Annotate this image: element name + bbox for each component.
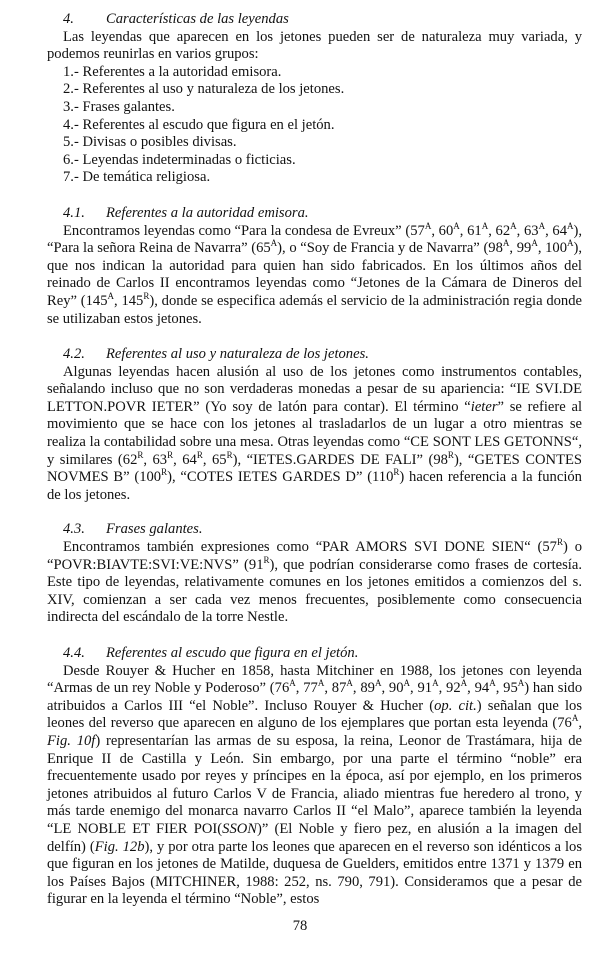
section-4-3-paragraph: Encontramos también expresiones como “PAR AMORS SVI DONE SIEN“ $(57^R)$ o “POVR:BIAVTE:SVI:VE:NVS” $(91^R)$, que podrían considerarse como frases de cortesía. Este tipo de leyendas, relativamente comunes en los jetones emitidos a comienzos del s. XIV, comienzan a ser cada vez menos frecuentes, posiblemente como consecuencia indirecta del escándalo de la torre Nestle. bbox=[47, 537, 582, 626]
list-item: 7.- De temática religiosa. bbox=[63, 169, 211, 186]
page-number: 78 bbox=[292, 918, 308, 934]
section-heading-4-4: 4.4. Referentes al escudo que figura en el jetón. bbox=[63, 645, 359, 661]
list-item: 4.- Referentes al escudo que figura en el jetón. bbox=[63, 116, 335, 133]
list-item: 1.- Referentes a la autoridad emisora. bbox=[63, 63, 282, 80]
list-item: 3.- Frases galantes. bbox=[63, 98, 175, 115]
document-page bbox=[47, 11, 582, 909]
section-heading-4-3: 4.3. Frases galantes. bbox=[63, 521, 203, 538]
section-4-2-paragraph: Algunas leyendas hacen alusión al uso de los jetones como instrumentos contables, señalando incluso que no son verdaderas monedas a pesar de su apariencia: “IE SVI.DE LETTON.POVR IETER” (Yo soy de latón para contar). El término “ieter” se refiere al movimiento que se hace con los jetones al trasladarlos de un lugar a otro mientras se realiza la contabilidad sobre una mesa. Otras leyendas como “CE SONT LES GETONNS“, y similares ($62^R$, $63^R$, $64^R$, $65^R$), “IETES.GARDES DE FALI” $(98^R)$, “GETES CONTES NOVMES B” $(100^R)$, “COTES IETES GARDES D” $(110^R)$ hacen referencia a la función de los jetones. bbox=[47, 363, 583, 503]
section-4-intro: Las leyendas que aparecen en los jetones pueden ser de naturaleza muy variada, y podemos reunirlas en varios grupos: bbox=[47, 28, 582, 63]
section-heading-4: 4. Características de las leyendas bbox=[63, 11, 289, 27]
list-item: 5.- Divisas o posibles divisas. bbox=[63, 134, 237, 151]
section-heading-4-1: 4.1. Referentes a la autoridad emisora. bbox=[63, 204, 309, 221]
section-4-4-paragraph: Desde Rouyer & Hucher en 1858, hasta Mitchiner en 1988, los jetones con leyenda “Armas de un rey Noble y Poderoso” ($76^A$, $77^A$, $87^A$, $89^A$, $90^A$, $91^A$, $92^A$, $94^A$, $95^A$) han sido atribuidos a Carlos III “el Noble”. Incluso Rouyer & Hucher (op. cit.) señalan que los leones del reverso que aparecen en alguno de los ejemplares que portan esta leyenda ($76^A$, Fig. 10f) representarían las armas de su esposa, la reina, Leonor de Trastámara, hija de Enrique II de Castilla y León. Sin embargo, por una parte el término “noble” era frecuentemente usado por reyes y príncipes en la época, así por ejemplo, en los primeros jetones atribuidos al futuro Carlos V de Francia, aliado mientras fue heredero al trono, y más tarde enemigo del monarca navarro Carlos II “el Malo”, aparece también la leyenda “LE NOBLE ET FIER POI(SSON)” (El Noble y fiero pez, en alusión a la imagen del delfín) (Fig. 12b), y por otra parte los leones que aparecen en el reverso son idénticos a los que figuran en los jetones de Matilde, duquesa de Guelders, emitidos entre 1371 y 1379 en los Países Bajos (MITCHINER, 1988: 252, ns. 790, 791). Consideramos que a pesar de figurar en la leyenda el término “Noble”, estos bbox=[47, 662, 583, 908]
legend-groups-list bbox=[47, 64, 582, 187]
list-item: 2.- Referentes al uso y naturaleza de los jetones. bbox=[63, 81, 345, 98]
section-heading-4-2: 4.2. Referentes al uso y naturaleza de los jetones. bbox=[63, 346, 369, 363]
section-4-1-paragraph: Encontramos leyendas como “Para la condesa de Evreux” ($57^A$, $60^A$, $61^A$, $62^A$, $63^A$, $64^A$), “Para la señora Reina de Navarra” $(65^A)$, o “Soy de Francia y de Navarra” ($98^A$, $99^A$, $100^A$), que nos indican la autoridad para quien han sido fabricados. En los últimos años del reinado de Carlos II encontramos leyendas como “Jetones de la Cámara de Dineros del Rey” ($145^A$, $145^R$), donde se especifica además el servicio de la administración regia donde se utilizaban estos jetones. bbox=[47, 220, 583, 327]
list-item: 6.- Leyendas indeterminadas o ficticias. bbox=[63, 151, 296, 168]
